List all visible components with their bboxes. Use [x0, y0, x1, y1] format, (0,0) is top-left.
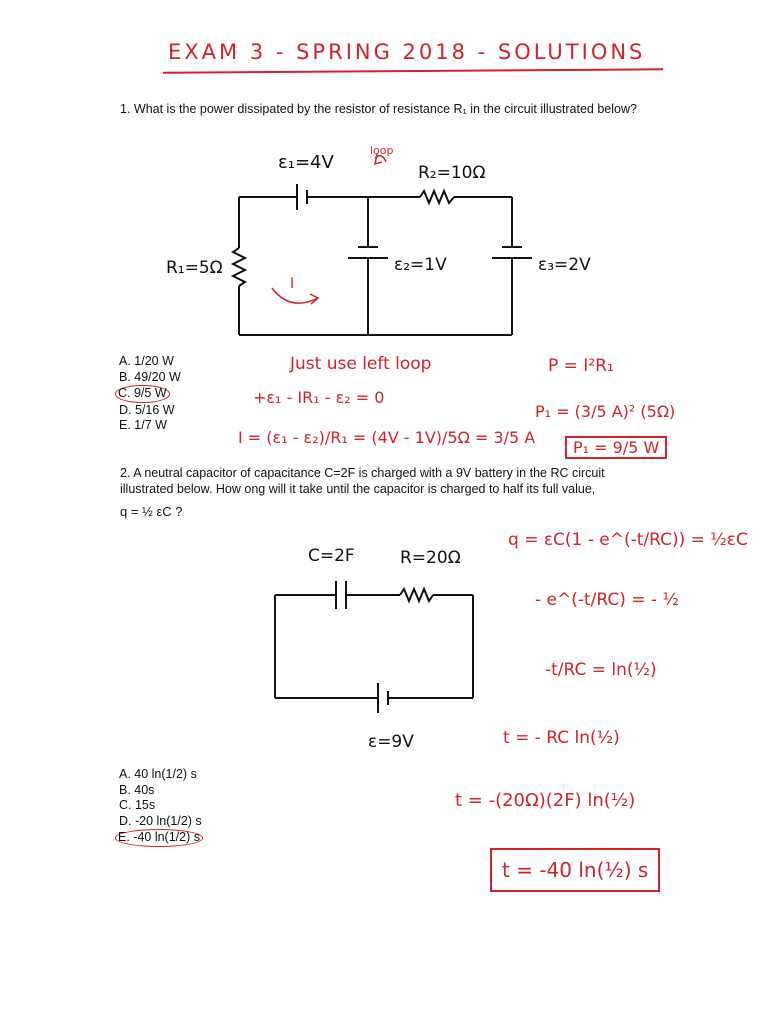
label-r: R=20Ω: [400, 548, 461, 568]
q2-work-line-5: t = -(20Ω)(2F) ln(½): [455, 790, 636, 811]
question-2-text: 2. A neutral capacitor of capacitance C=2F is charged with a 9V battery in the RC circuit illustrated below. How ong will it take until the capacitor is charged to half its full value,: [120, 466, 605, 496]
q1-note: Just use left loop: [290, 354, 432, 374]
exam-title: EXAM 3 - SPRING 2018 - SOLUTIONS: [168, 40, 646, 64]
question-1-text: 1. What is the power dissipated by the resistor of resistance R₁ in the circuit illustrated below?: [120, 102, 637, 116]
option-q2-a[interactable]: A. 40 ln(1/2) s: [119, 767, 197, 781]
q1-current-equation: I = (ε₁ - ε₂)/R₁ = (4V - 1V)/5Ω = 3/5 A: [238, 428, 536, 447]
q2-final-answer: t = -40 ln(½) s: [490, 848, 660, 892]
label-c: C=2F: [308, 546, 355, 566]
circuit-1-diagram: [150, 140, 610, 350]
current-direction-arrow: [272, 288, 318, 303]
q2-work-line-3: -t/RC = ln(½): [545, 660, 657, 680]
option-q2-b[interactable]: B. 40s: [119, 782, 155, 797]
option-q1-a[interactable]: A. 1/20 W: [119, 354, 174, 368]
label-r2: R₂=10Ω: [418, 163, 486, 183]
title-underline: [163, 68, 663, 73]
option-q1-e[interactable]: E. 1/7 W: [119, 418, 167, 432]
answer-circle: C. 9/5 W: [115, 385, 170, 403]
label-loop: loop: [370, 144, 394, 157]
q1-power-formula: P = I²R₁: [548, 356, 614, 376]
circuit-2-diagram: [260, 535, 480, 755]
label-e: ε=9V: [368, 732, 414, 752]
question-1-options: [119, 354, 181, 434]
option-q1-d[interactable]: D. 5/16 W: [119, 402, 175, 417]
label-e3: ε₃=2V: [538, 255, 591, 275]
option-q1-b[interactable]: B. 49/20 W: [119, 369, 181, 384]
question-2-formula: q = ½ εC ?: [120, 504, 183, 519]
label-e1: ε₁=4V: [278, 152, 334, 173]
label-current: I: [290, 276, 295, 292]
label-r1: R₁=5Ω: [166, 258, 223, 278]
option-q2-e-selected[interactable]: [119, 829, 203, 847]
question-2-options: [119, 767, 203, 847]
option-q1-c-selected[interactable]: [119, 385, 181, 403]
option-q2-c[interactable]: C. 15s: [119, 798, 156, 812]
answer-circle: E. -40 ln(1/2) s: [115, 829, 203, 847]
q2-work-line-4: t = - RC ln(½): [503, 728, 620, 748]
option-q2-d[interactable]: D. -20 ln(1/2) s: [119, 813, 202, 828]
q1-power-substitution: P₁ = (3/5 A)² (5Ω): [535, 402, 676, 421]
q2-work-line-2: - e^(-t/RC) = - ½: [535, 590, 679, 610]
q1-loop-equation: +ε₁ - IR₁ - ε₂ = 0: [253, 388, 385, 407]
q2-work-line-1: q = εC(1 - e^(-t/RC)) = ½εC: [508, 530, 748, 550]
label-e2: ε₂=1V: [394, 255, 447, 275]
q1-final-answer: P₁ = 9/5 W: [565, 436, 667, 459]
